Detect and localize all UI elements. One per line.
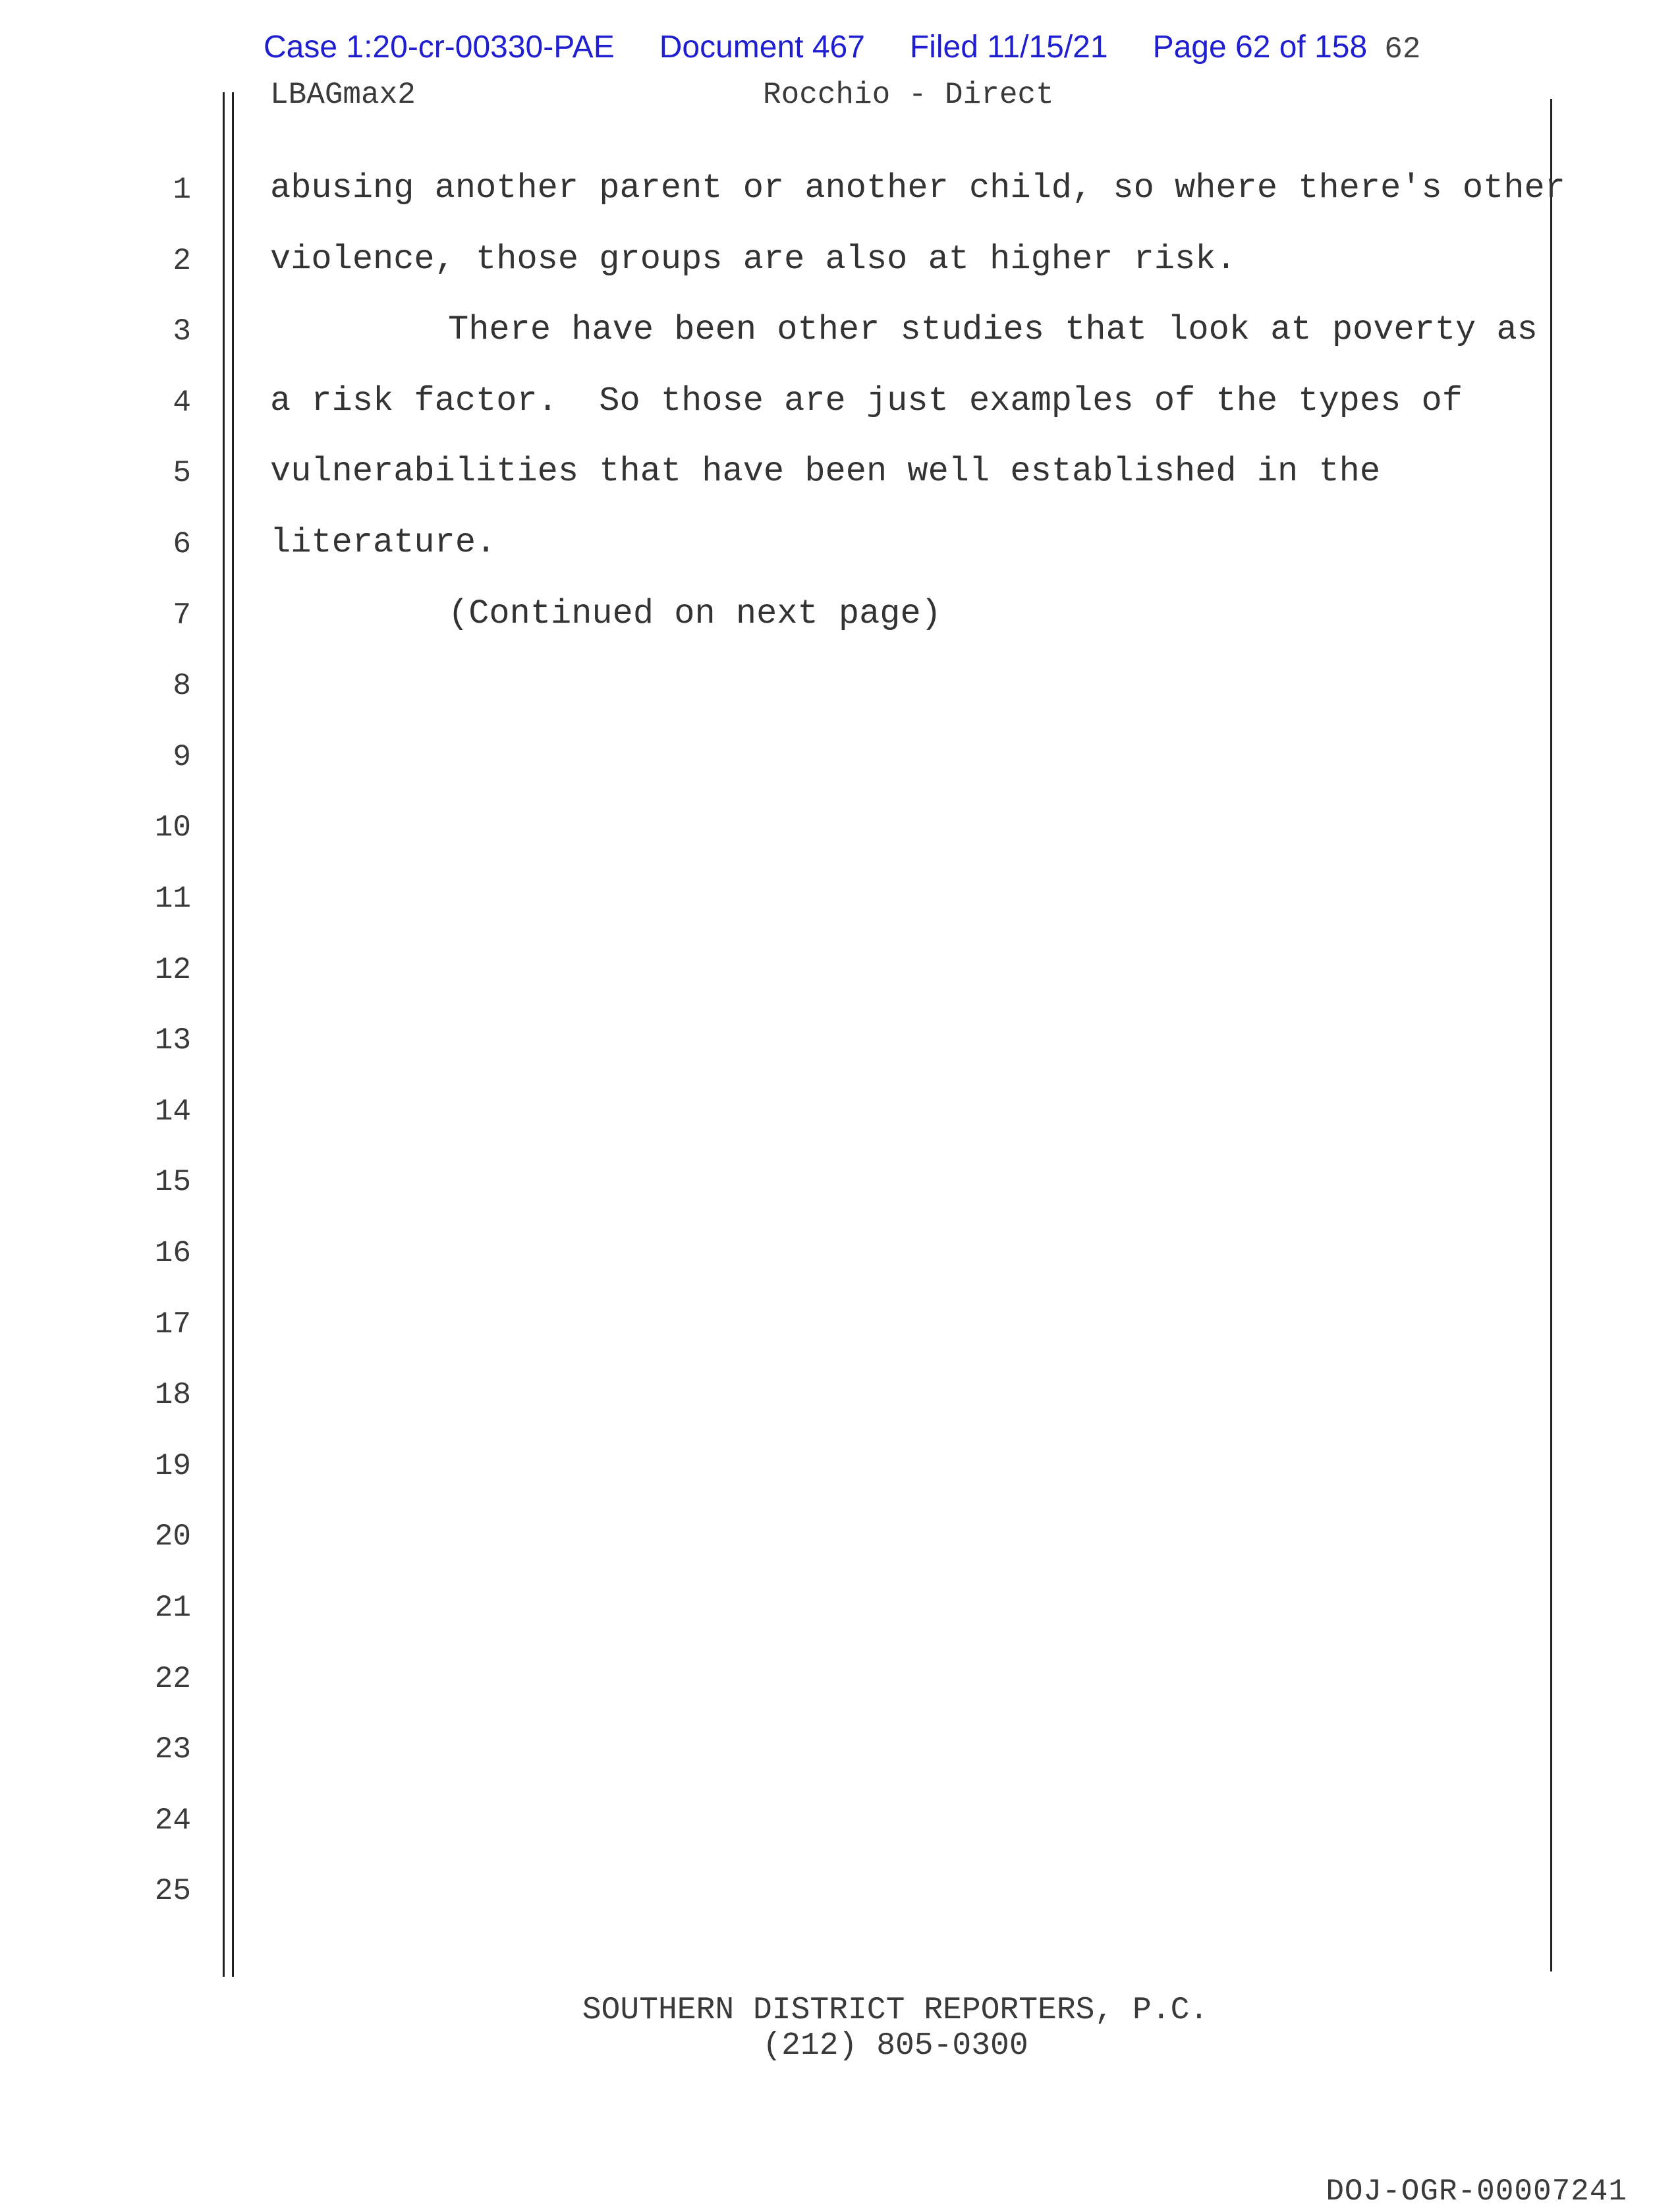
line-number: 2 xyxy=(173,244,191,278)
case-number: Case 1:20-cr-00330-PAE xyxy=(264,30,615,65)
line-number: 17 xyxy=(154,1307,191,1342)
line-number: 14 xyxy=(154,1094,191,1129)
line-number: 22 xyxy=(154,1662,191,1696)
transcript-line: violence, those groups are also at higher risk. xyxy=(270,240,1237,279)
line-number: 24 xyxy=(154,1803,191,1838)
left-margin-rule-outer xyxy=(223,92,225,1977)
line-number: 6 xyxy=(173,527,191,561)
filed-date: Filed 11/15/21 xyxy=(909,30,1108,65)
transcript-page-number: 62 xyxy=(1384,32,1421,67)
line-number: 10 xyxy=(154,810,191,845)
line-number: 19 xyxy=(154,1449,191,1483)
reporter-phone: (212) 805-0300 xyxy=(762,2028,1028,2064)
line-number: 25 xyxy=(154,1874,191,1908)
line-number: 9 xyxy=(173,740,191,774)
document-number: Document 467 xyxy=(659,30,865,65)
line-number: 8 xyxy=(173,669,191,703)
reporter-name: SOUTHERN DISTRICT REPORTERS, P.C. xyxy=(582,1993,1209,2028)
transcript-line: abusing another parent or another child, so where there's other xyxy=(270,169,1565,208)
line-number: 4 xyxy=(173,385,191,420)
transcript-line: vulnerabilities that have been well established in the xyxy=(270,452,1381,491)
line-number: 12 xyxy=(154,953,191,987)
transcript-line: There have been other studies that look at poverty as xyxy=(448,310,1538,349)
line-number: 21 xyxy=(154,1591,191,1625)
line-number: 11 xyxy=(154,882,191,916)
left-margin-rule-inner xyxy=(232,92,234,1977)
line-number: 13 xyxy=(154,1023,191,1058)
transcript-line: literature. xyxy=(270,523,497,562)
line-number: 7 xyxy=(173,598,191,633)
right-margin-rule xyxy=(1550,99,1552,1971)
running-header-title: Rocchio - Direct xyxy=(763,78,1054,112)
line-number: 3 xyxy=(173,314,191,349)
transcript-line: (Continued on next page) xyxy=(448,594,941,633)
page-indicator: Page 62 of 158 xyxy=(1152,30,1368,65)
line-number: 16 xyxy=(154,1236,191,1270)
line-number: 23 xyxy=(154,1732,191,1767)
line-number: 1 xyxy=(173,173,191,207)
running-header-code: LBAGmax2 xyxy=(270,78,416,112)
line-number: 5 xyxy=(173,456,191,490)
line-number: 18 xyxy=(154,1378,191,1412)
bates-number: DOJ-OGR-00007241 xyxy=(1326,2174,1627,2209)
ecf-header xyxy=(264,29,1420,75)
line-number: 15 xyxy=(154,1165,191,1199)
transcript-line: a risk factor. So those are just examples of the types of xyxy=(270,382,1463,420)
line-number: 20 xyxy=(154,1519,191,1554)
